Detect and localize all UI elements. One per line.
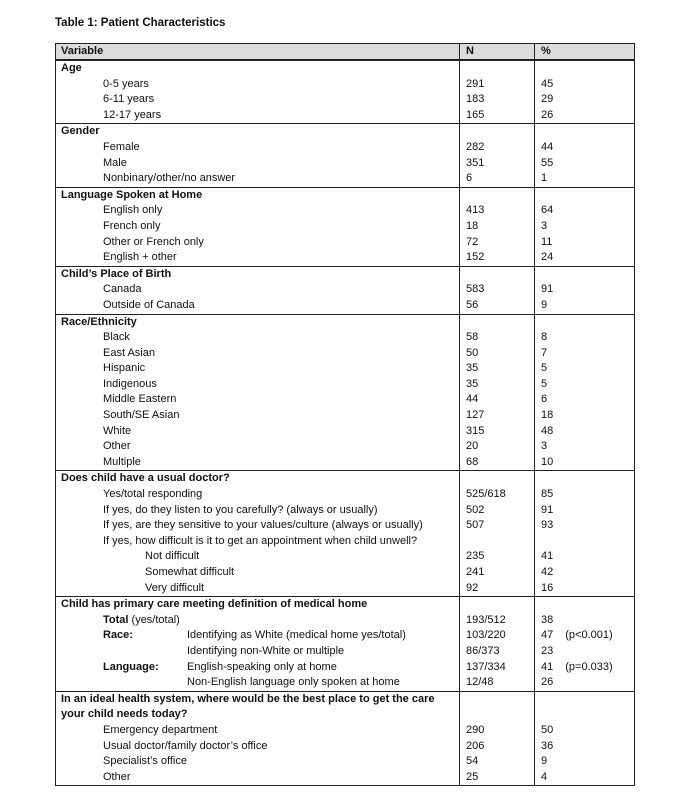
section-usual-doctor — [56, 470, 634, 596]
row-n: 12/48 — [466, 676, 494, 689]
section-heading: In an ideal health system, where would be the best place to get the care — [61, 692, 435, 705]
row-n: 18 — [466, 219, 479, 232]
p-value: (p=0.033) — [565, 660, 613, 673]
row-n: 183 — [466, 93, 485, 106]
section-race-ethnicity — [56, 314, 634, 471]
row-label: Not difficult — [145, 550, 200, 563]
row-label: Indigenous — [103, 377, 157, 390]
row-n: 165 — [466, 108, 485, 121]
row-n: 35 — [466, 362, 479, 375]
row-n: 50 — [466, 346, 479, 359]
section-heading: Does child have a usual doctor? — [61, 472, 230, 485]
row-n: 103/220 — [466, 629, 506, 642]
total-row-label — [61, 613, 459, 629]
row-label: If yes, do they listen to you carefully? (always or usually) — [103, 503, 378, 516]
row-pct: 23 — [541, 644, 554, 657]
race-row-0 — [61, 628, 459, 644]
row-n: 282 — [466, 140, 485, 153]
row-label: East Asian — [103, 346, 155, 359]
row-n: 127 — [466, 409, 485, 422]
row-pct: 41 — [541, 550, 554, 563]
row-pct: 29 — [541, 93, 554, 106]
section-heading-cont: your child needs today? — [61, 708, 188, 721]
row-pct: 38 — [541, 613, 554, 626]
row-n: 290 — [466, 723, 485, 736]
row-pct: 9 — [541, 298, 548, 311]
row-label: 0-5 years — [103, 77, 149, 90]
row-pct: 3 — [541, 440, 548, 453]
row-pct: 5 — [541, 377, 548, 390]
row-label: 12-17 years — [103, 108, 162, 121]
row-pct: 93 — [541, 519, 554, 532]
section-language — [56, 187, 634, 266]
row-label: Yes/total responding — [103, 488, 203, 501]
race-group-label: Race: — [103, 629, 133, 642]
section-heading: Language Spoken at Home — [61, 188, 203, 201]
language-group-label: Language: — [103, 660, 159, 673]
row-label: Other or French only — [103, 235, 204, 248]
row-pct: 91 — [541, 503, 554, 516]
row-pct: 4 — [541, 770, 548, 783]
row-label: If yes, how difficult is it to get an appointment when child unwell? — [103, 534, 418, 547]
row-pct — [541, 534, 634, 550]
row-pct: 47 — [541, 629, 554, 642]
row-pct: 41 — [541, 660, 554, 673]
row-pct: 6 — [541, 393, 548, 406]
row-n: 507 — [466, 519, 485, 532]
header-variable: Variable — [56, 44, 460, 59]
row-label: Outside of Canada — [103, 298, 195, 311]
row-label: Other — [103, 440, 131, 453]
row-n: 291 — [466, 77, 485, 90]
row-label: Female — [103, 140, 140, 153]
row-label: French only — [103, 219, 161, 232]
section-medical-home — [56, 596, 634, 691]
language-row-1 — [61, 675, 459, 691]
section-ideal-care-place — [56, 691, 634, 786]
row-pct: 44 — [541, 140, 554, 153]
row-n: 68 — [466, 455, 479, 468]
row-label: Middle Eastern — [103, 393, 177, 406]
row-pct: 91 — [541, 283, 554, 296]
row-n: 413 — [466, 204, 485, 217]
row-pct: 18 — [541, 409, 554, 422]
row-pct: 26 — [541, 108, 554, 121]
row-n: 35 — [466, 377, 479, 390]
row-pct: 26 — [541, 676, 554, 689]
row-pct: 8 — [541, 331, 548, 344]
row-n: 583 — [466, 283, 485, 296]
row-label: Multiple — [103, 455, 141, 468]
row-label: Nonbinary/other/no answer — [103, 172, 236, 185]
row-pct: 10 — [541, 455, 554, 468]
row-label: White — [103, 424, 132, 437]
row-n: 235 — [466, 550, 485, 563]
row-pct: 85 — [541, 488, 554, 501]
section-heading: Gender — [61, 125, 100, 138]
row-n: 206 — [466, 739, 485, 752]
row-label: English-speaking only at home — [187, 660, 337, 673]
row-n: 20 — [466, 440, 479, 453]
row-pct: 1 — [541, 172, 548, 185]
row-label: South/SE Asian — [103, 409, 180, 422]
row-label: Hispanic — [103, 362, 146, 375]
row-pct: 36 — [541, 739, 554, 752]
row-n: 54 — [466, 755, 479, 768]
row-n: 6 — [466, 172, 473, 185]
row-label: English only — [103, 204, 163, 217]
total-label: Total — [103, 613, 129, 626]
row-pct: 50 — [541, 723, 554, 736]
row-pct: 5 — [541, 362, 548, 375]
row-n: 241 — [466, 566, 485, 578]
row-pct: 9 — [541, 755, 548, 768]
row-pct: 42 — [541, 566, 554, 578]
row-n: 44 — [466, 393, 479, 406]
header-n: N — [460, 44, 535, 59]
row-n: 25 — [466, 770, 479, 783]
row-pct: 3 — [541, 219, 548, 232]
row-pct: 45 — [541, 77, 554, 90]
patient-characteristics-table — [55, 43, 635, 786]
row-label: Male — [103, 156, 127, 169]
section-age — [56, 60, 634, 123]
row-n: 86/373 — [466, 644, 500, 657]
race-row-1 — [61, 644, 459, 660]
row-pct: 11 — [541, 235, 553, 248]
row-label: Non-English language only spoken at home — [187, 676, 400, 689]
header-percent: % — [541, 45, 551, 57]
row-label: Emergency department — [103, 723, 218, 736]
section-heading: Race/Ethnicity — [61, 315, 137, 328]
row-n: 315 — [466, 424, 485, 437]
language-row-0 — [61, 660, 459, 676]
table-header-row — [56, 44, 634, 60]
row-n: 193/512 — [466, 613, 506, 626]
row-label: Other — [103, 770, 131, 783]
total-suffix: (yes/total) — [128, 613, 180, 626]
row-label: Specialist’s office — [103, 755, 187, 768]
row-n: 152 — [466, 251, 485, 264]
row-label: Identifying non-White or multiple — [187, 644, 345, 657]
row-n: 525/618 — [466, 488, 506, 501]
section-heading: Child’s Place of Birth — [61, 267, 172, 280]
row-n: 58 — [466, 331, 479, 344]
row-label: Usual doctor/family doctor’s office — [103, 739, 268, 752]
table-title: Table 1: Patient Characteristics — [55, 17, 226, 29]
section-heading: Child has primary care meeting definition of medical home — [61, 598, 368, 611]
row-n — [466, 534, 534, 550]
row-n: 92 — [466, 581, 479, 594]
row-n: 137/334 — [466, 660, 506, 673]
row-pct: 24 — [541, 251, 554, 264]
row-pct: 64 — [541, 204, 554, 217]
row-label: Black — [103, 331, 130, 344]
row-label: Somewhat difficult — [145, 566, 235, 578]
row-n: 502 — [466, 503, 485, 516]
row-n: 351 — [466, 156, 485, 169]
row-label: English + other — [103, 251, 177, 264]
row-label: Canada — [103, 283, 142, 296]
p-value: (p<0.001) — [565, 629, 613, 642]
row-label: If yes, are they sensitive to your values/culture (always or usually) — [103, 519, 423, 532]
row-n: 56 — [466, 298, 479, 311]
section-heading: Age — [61, 62, 82, 74]
row-n: 72 — [466, 235, 479, 248]
section-gender — [56, 123, 634, 186]
row-pct: 48 — [541, 424, 554, 437]
row-label: Identifying as White (medical home yes/total) — [187, 629, 406, 642]
section-place-of-birth — [56, 266, 634, 314]
row-pct: 55 — [541, 156, 554, 169]
row-label: Very difficult — [145, 581, 205, 594]
row-pct: 16 — [541, 581, 554, 594]
row-label: 6-11 years — [103, 93, 155, 106]
row-pct: 7 — [541, 346, 548, 359]
